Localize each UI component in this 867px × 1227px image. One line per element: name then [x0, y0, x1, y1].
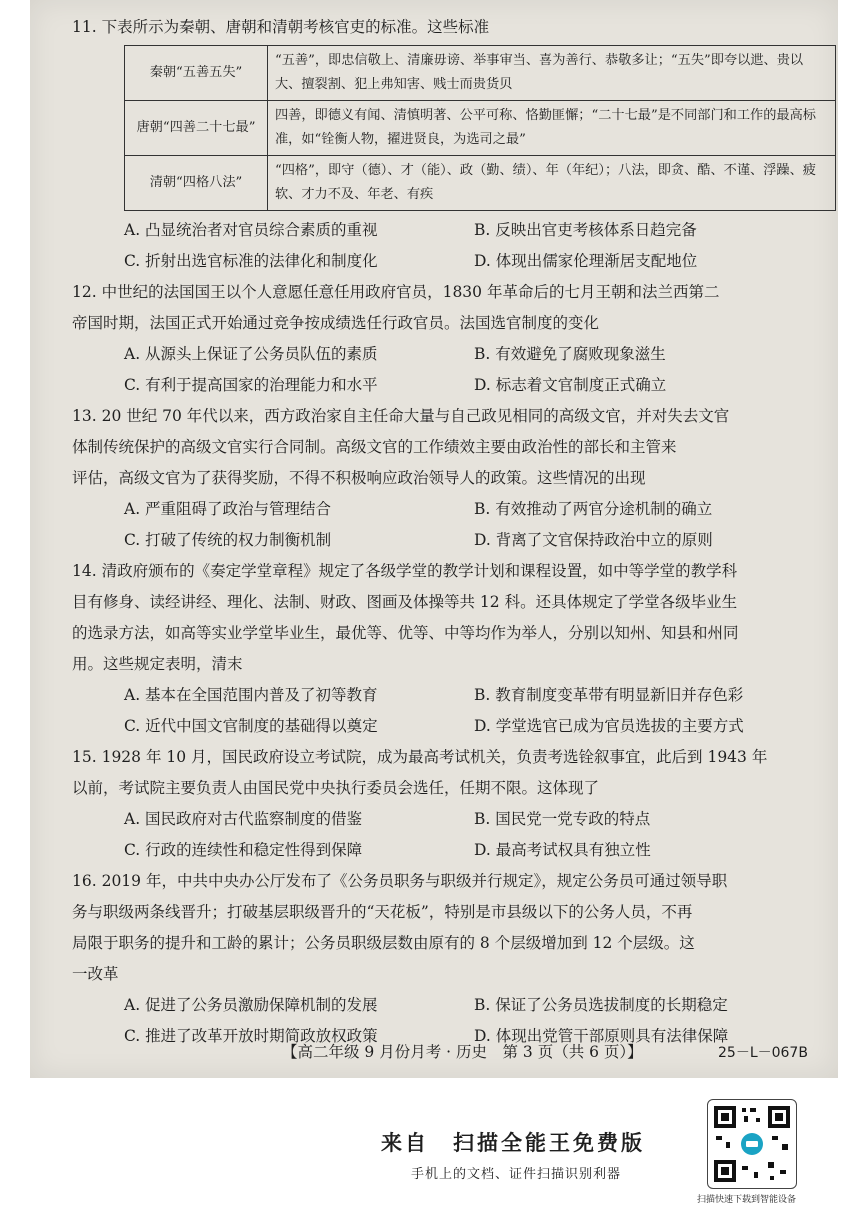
question-stem-line: 13. 20 世纪 70 年代以来，西方政治家自主任命大量与自己政见相同的高级文官，并对失去文官 [72, 407, 730, 425]
table-cell-content: “四格”，即守（德）、才（能）、政（勤、绩）、年（年纪）；八法，即贪、酷、不谨、浮躁、疲软、才力不及、年老、有疾 [268, 156, 836, 211]
table-cell-dynasty: 唐朝“四善二十七最” [125, 101, 268, 156]
paper-code: 25－L－067B [718, 1045, 808, 1061]
option-c: C. 推进了改革开放时期简政放权政策 [124, 1027, 378, 1045]
answer-options [124, 215, 832, 277]
question-stem-line: 帝国时期，法国正式开始通过竞争按成绩选任行政官员。法国选官制度的变化 [72, 314, 600, 332]
question-stem-line: 12. 中世纪的法国国王以个人意愿任意任用政府官员，1830 年革命后的七月王朝和法兰西第二 [72, 283, 720, 301]
table-cell-dynasty: 秦朝“五善五失” [125, 46, 268, 101]
option-a: A. 凸显统治者对官员综合素质的重视 [124, 221, 378, 239]
table-cell-content: “五善”，即忠信敬上、清廉毋谤、举事审当、喜为善行、恭敬多让；“五失”即夸以迣、贵以大、擅裂割、犯上弗知害、贱士而贵货贝 [268, 46, 836, 101]
option-a: A. 基本在全国范围内普及了初等教育 [124, 686, 378, 704]
option-b: B. 国民党一党专政的特点 [474, 810, 651, 828]
option-b: B. 教育制度变革带有明显新旧并存色彩 [474, 686, 744, 704]
question-16 [72, 866, 832, 1052]
question-stem-line: 15. 1928 年 10 月，国民政府设立考试院，成为最高考试机关，负责考选铨叙事宜，此后到 1943 年 [72, 748, 768, 766]
answer-options [124, 804, 832, 866]
question-stem-line: 以前，考试院主要负责人由国民党中央执行委员会选任，任期不限。这体现了 [72, 779, 600, 797]
table-row [125, 46, 836, 101]
option-c: C. 折射出选官标准的法律化和制度化 [124, 252, 378, 270]
question-13 [72, 401, 832, 556]
question-stem-line: 的选录方法，如高等实业学堂毕业生，最优等、优等、中等均作为举人，分别以知州、知县和州同 [72, 624, 739, 642]
question-stem-line: 16. 2019 年，中共中央办公厅发布了《公务员职务与职级并行规定》，规定公务员可通过领导职 [72, 872, 728, 890]
question-12 [72, 277, 832, 401]
answer-options [124, 680, 832, 742]
question-stem-line: 体制传统保护的高级文官实行合同制。高级文官的工作绩效主要由政治性的部长和主管来 [72, 438, 677, 456]
table-cell-dynasty: 清朝“四格八法” [125, 156, 268, 211]
page-footer: 【高二年级 9 月份月考 · 历史 第 3 页（共 6 页）】 [282, 1043, 643, 1061]
question-stem-line: 务与职级两条线晋升；打破基层职级晋升的“天花板”，特别是市县级以下的公务人员，不再 [72, 903, 693, 921]
option-b: B. 有效避免了腐败现象滋生 [474, 345, 666, 363]
question-stem-line: 局限于职务的提升和工龄的累计；公务员职级层数由原有的 8 个层级增加到 12 个层级。这 [72, 934, 695, 952]
question-11 [72, 12, 832, 277]
exam-content [72, 12, 832, 1052]
watermark-tagline: 手机上的文档、证件扫描识别利器 [411, 1167, 622, 1182]
option-d: D. 体现出党管干部原则具有法律保障 [474, 1027, 729, 1045]
option-b: B. 保证了公务员选拔制度的长期稳定 [474, 996, 728, 1014]
question-stem-line: 一改革 [72, 965, 119, 983]
option-a: A. 严重阻碍了政治与管理结合 [124, 500, 332, 518]
option-a: A. 促进了公务员激励保障机制的发展 [124, 996, 378, 1014]
qr-code-graphic [708, 1100, 796, 1188]
option-b: B. 反映出官吏考核体系日趋完备 [474, 221, 697, 239]
option-d: D. 背离了文官保持政治中立的原则 [474, 531, 713, 549]
qr-caption: 扫描快速下载到智能设备 [697, 1195, 797, 1205]
option-d: D. 最高考试权具有独立性 [474, 841, 651, 859]
question-14 [72, 556, 832, 742]
option-c: C. 打破了传统的权力制衡机制 [124, 531, 332, 549]
answer-options [124, 494, 832, 556]
option-c: C. 行政的连续性和稳定性得到保障 [124, 841, 363, 859]
option-d: D. 体现出儒家伦理渐居支配地位 [474, 252, 698, 270]
watermark-brand: 来自 扫描全能王免费版 [381, 1130, 645, 1155]
question-stem: 11. 下表所示为秦朝、唐朝和清朝考核官吏的标准。这些标准 [72, 18, 490, 36]
option-b: B. 有效推动了两官分途机制的确立 [474, 500, 713, 518]
table-cell-content: 四善，即德义有闻、清慎明著、公平可称、恪勤匪懈；“二十七最”是不同部门和工作的最高标准，如“铨衡人物，擢进贤良，为选司之最” [268, 101, 836, 156]
question-15 [72, 742, 832, 866]
criteria-table [124, 45, 836, 211]
question-stem-line: 目有修身、读经讲经、理化、法制、财政、图画及体操等共 12 科。还具体规定了学堂各级毕业生 [72, 593, 738, 611]
qr-code-icon[interactable] [707, 1099, 797, 1189]
question-stem-line: 评估，高级文官为了获得奖励，不得不积极响应政治领导人的政策。这些情况的出现 [72, 469, 646, 487]
table-row [125, 156, 836, 211]
option-c: C. 有利于提高国家的治理能力和水平 [124, 376, 378, 394]
table-row [125, 101, 836, 156]
option-c: C. 近代中国文官制度的基础得以奠定 [124, 717, 378, 735]
question-stem-line: 14. 清政府颁布的《奏定学堂章程》规定了各级学堂的教学计划和课程设置，如中等学堂的教学科 [72, 562, 738, 580]
question-stem-line: 用。这些规定表明，清末 [72, 655, 243, 673]
answer-options [124, 339, 832, 401]
option-d: D. 学堂选官已成为官员选拔的主要方式 [474, 717, 744, 735]
option-a: A. 国民政府对古代监察制度的借鉴 [124, 810, 363, 828]
option-a: A. 从源头上保证了公务员队伍的素质 [124, 345, 378, 363]
option-d: D. 标志着文官制度正式确立 [474, 376, 667, 394]
